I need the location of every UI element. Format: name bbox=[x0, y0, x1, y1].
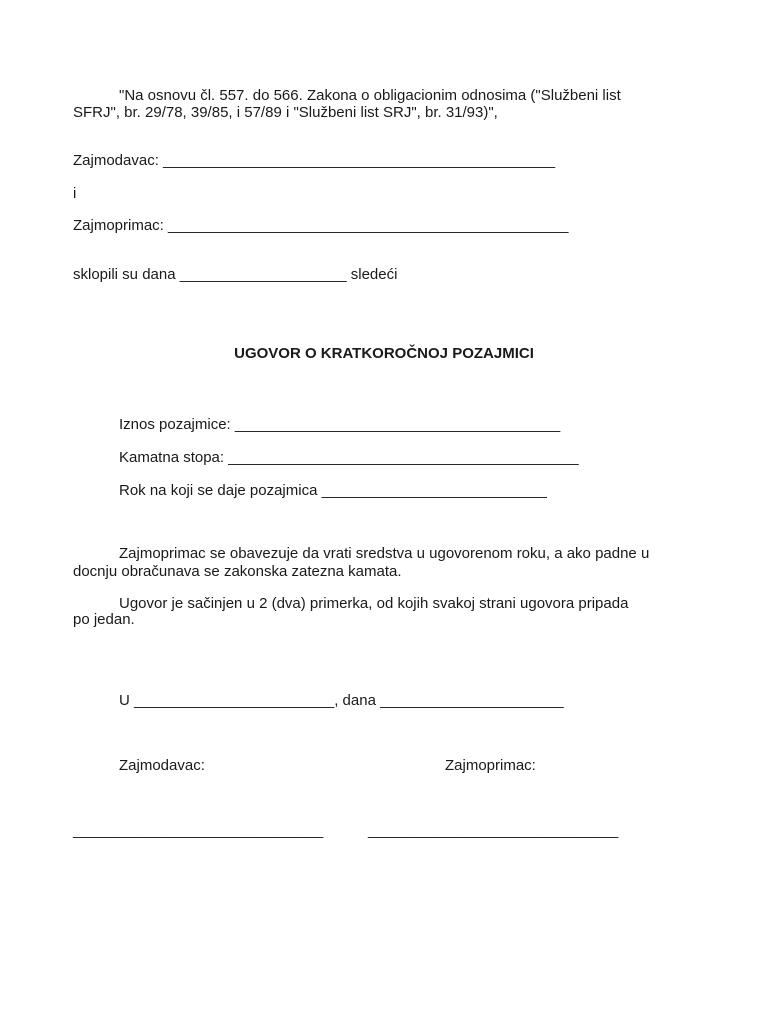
document-title: UGOVOR O KRATKOROČNOJ POZAJMICI bbox=[234, 345, 534, 362]
clause-2-line-1: Ugovor je sačinjen u 2 (dva) primerka, od kojih svakoj strani ugovora pripada bbox=[119, 595, 629, 612]
lender-field: Zajmodavac: _______________________________________________ bbox=[73, 152, 556, 169]
clause-2-line-2: po jedan. bbox=[73, 611, 135, 628]
lender-signature-label: Zajmodavac: bbox=[119, 757, 205, 774]
clause-1-line-1: Zajmoprimac se obavezuje da vrati sredstva u ugovorenom roku, a ako padne u bbox=[119, 545, 650, 562]
intro-line-2: SFRJ", br. 29/78, 39/85, i 57/89 i "Službeni list SRJ", br. 31/93)", bbox=[73, 104, 498, 121]
concluded-date-field: sklopili su dana ____________________ sledeći bbox=[73, 266, 398, 283]
loan-term-field: Rok na koji se daje pozajmica ___________________________ bbox=[119, 482, 547, 499]
loan-amount-field: Iznos pozajmice: _______________________________________ bbox=[119, 416, 561, 433]
lender-signature-line: ______________________________ bbox=[73, 822, 324, 839]
clause-1-line-2: docnju obračunava se zakonska zatezna kamata. bbox=[73, 563, 402, 580]
borrower-field: Zajmoprimac: ________________________________________________ bbox=[73, 217, 569, 234]
intro-line-1: "Na osnovu čl. 557. do 566. Zakona o obligacionim odnosima ("Službeni list bbox=[119, 87, 621, 104]
borrower-signature-label: Zajmoprimac: bbox=[445, 757, 536, 774]
interest-rate-field: Kamatna stopa: __________________________________________ bbox=[119, 449, 579, 466]
place-date-field: U ________________________, dana ______________________ bbox=[119, 692, 564, 709]
borrower-signature-line: ______________________________ bbox=[368, 822, 619, 839]
conjunction-text: i bbox=[73, 185, 77, 202]
